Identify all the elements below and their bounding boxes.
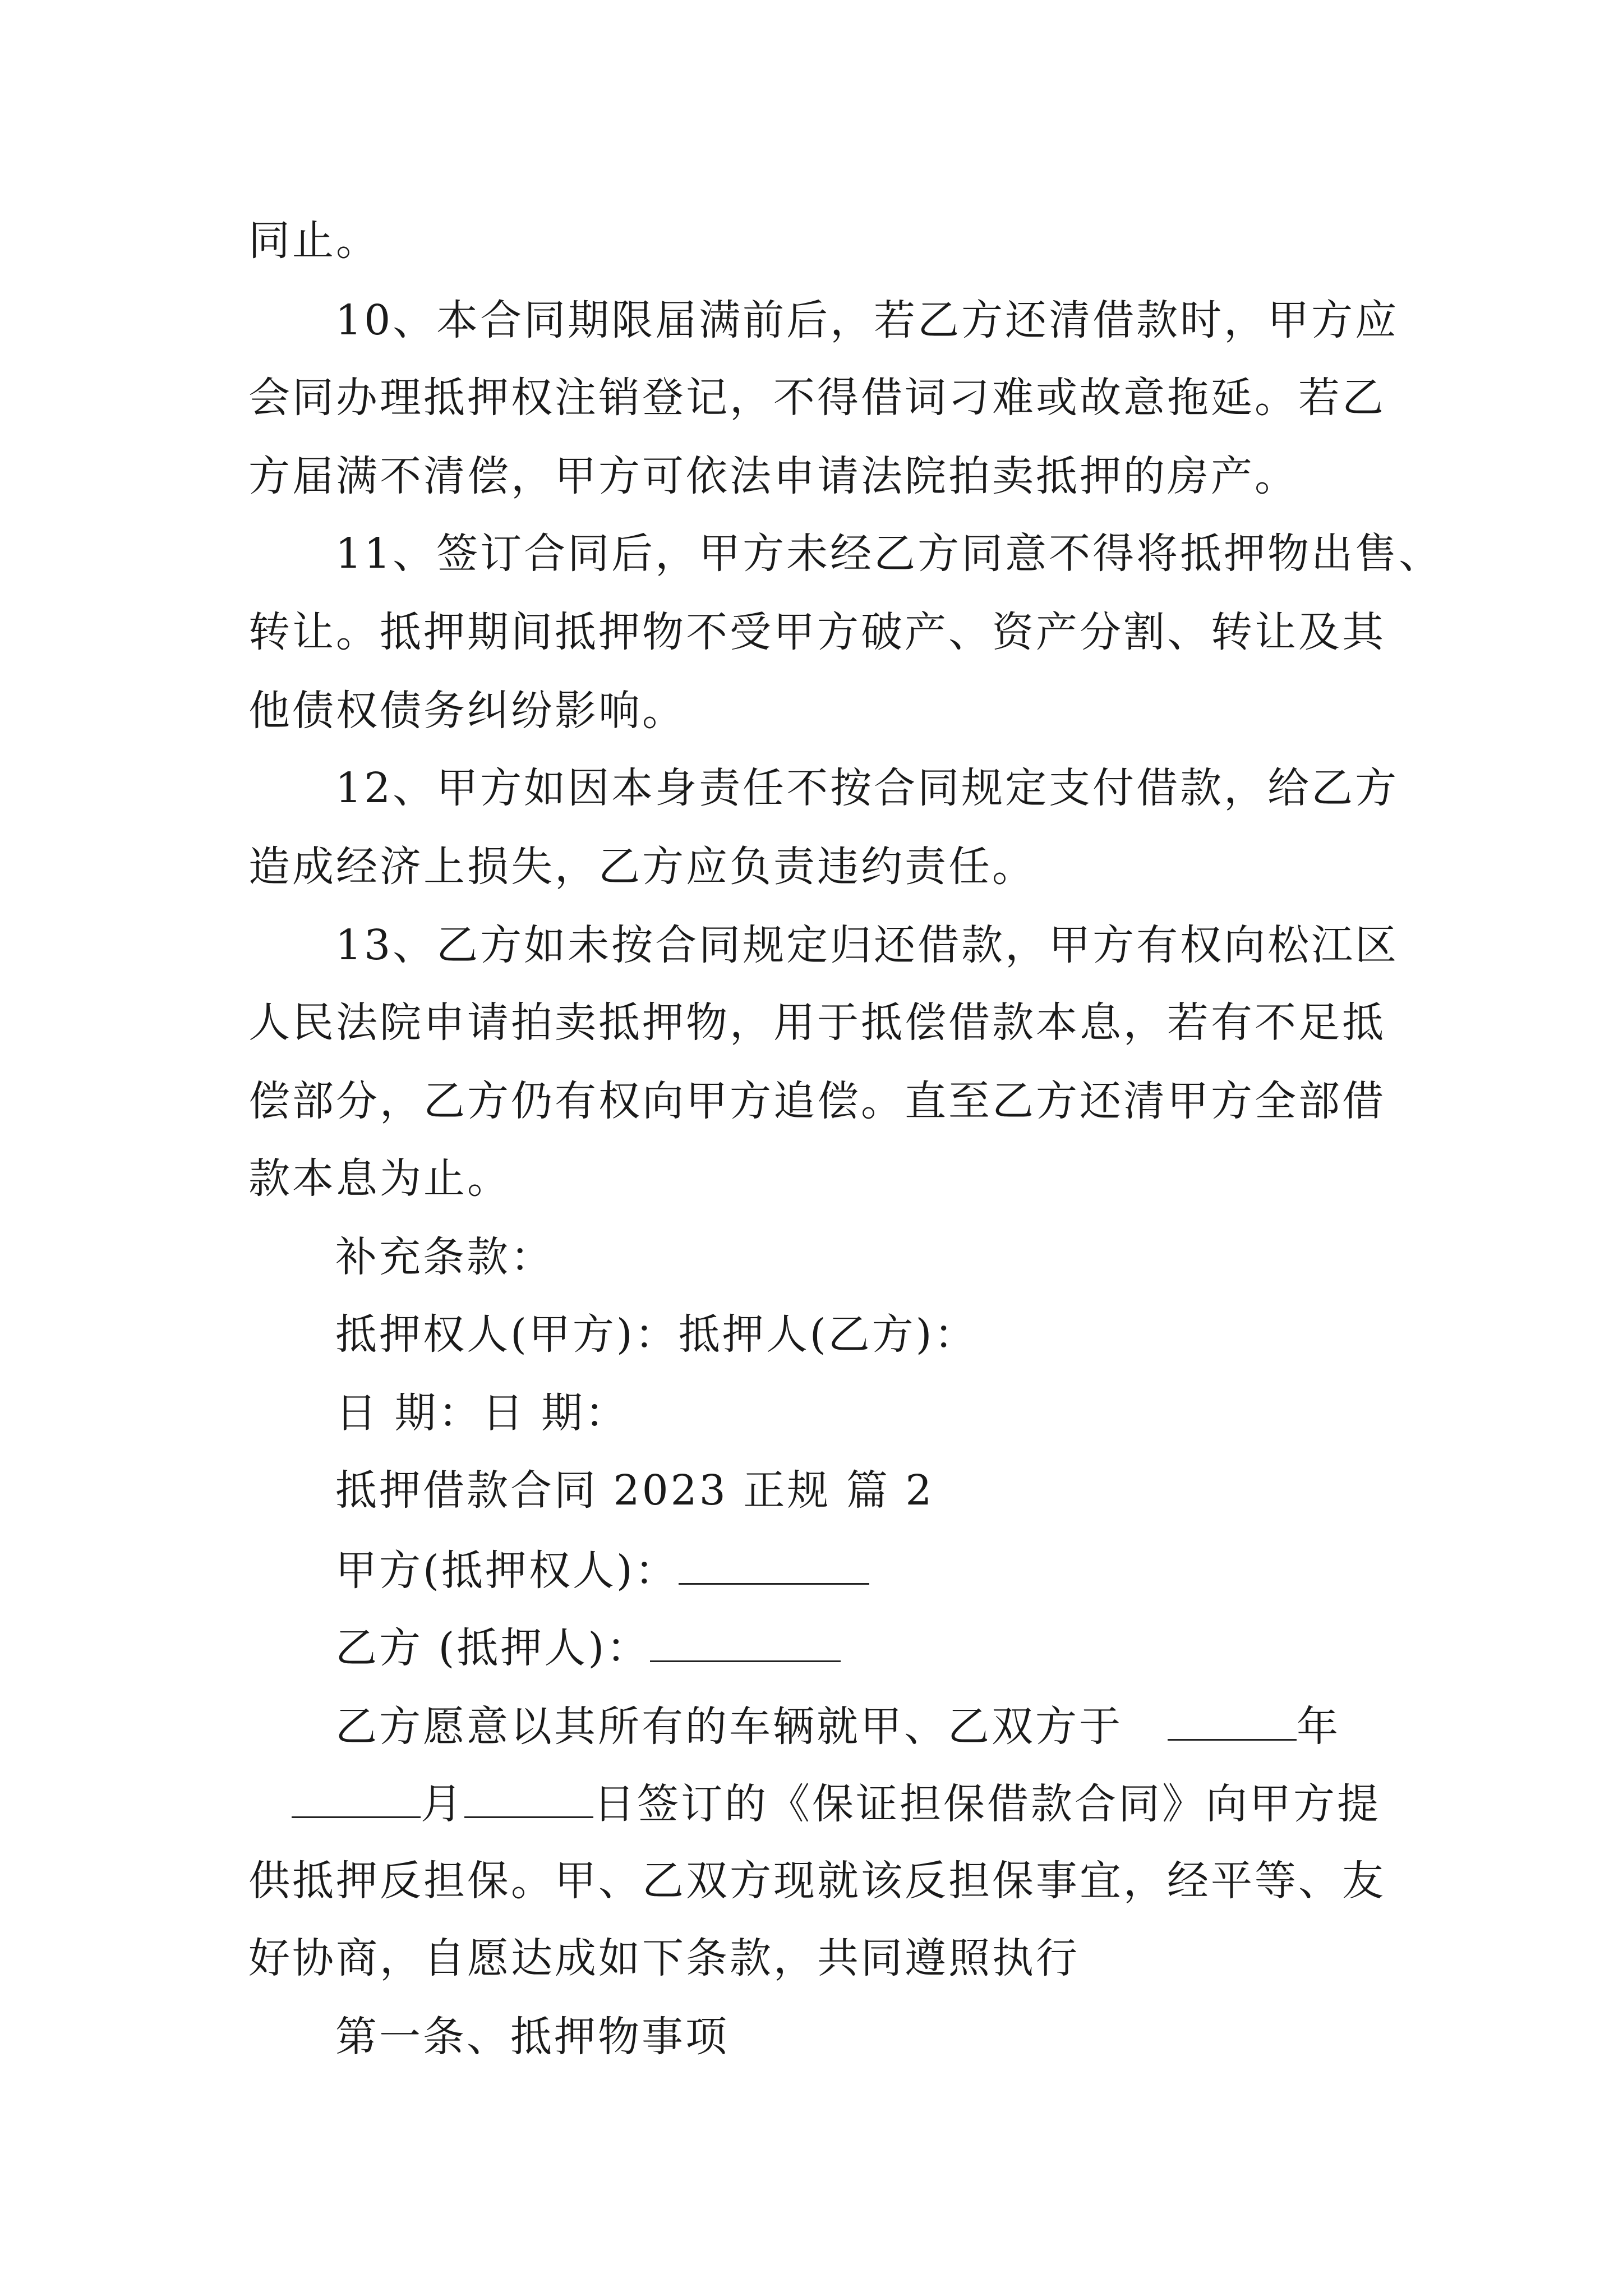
party-b-blank bbox=[650, 1626, 841, 1662]
text-line: 会同办理抵押权注销登记，不得借词刁难或故意拖延。若乙 bbox=[248, 374, 1386, 422]
article-1-heading: 第一条、抵押物事项 bbox=[335, 2013, 729, 2061]
text-line: 他债权债务纠纷影响。 bbox=[248, 687, 686, 735]
text-line: 方届满不清偿，甲方可依法申请法院拍卖抵押的房产。 bbox=[248, 452, 1298, 500]
text-line: 同止。 bbox=[248, 217, 380, 265]
text-line: 造成经济上损失，乙方应负责违约责任。 bbox=[248, 843, 1036, 891]
supplementary-terms-heading: 补充条款： bbox=[335, 1233, 554, 1281]
month-blank bbox=[292, 1782, 421, 1818]
party-b-label: 乙方 (抵押人)： bbox=[335, 1624, 651, 1672]
year-label: 年 bbox=[1297, 1703, 1340, 1751]
year-blank bbox=[1168, 1704, 1297, 1741]
text-line: 好协商，自愿达成如下条款，共同遵照执行 bbox=[248, 1934, 1080, 1982]
date-line: 日 期：日 期： bbox=[335, 1389, 629, 1437]
agreement-paragraph-line bbox=[335, 1703, 1340, 1751]
text-line: 人民法院申请拍卖抵押物，用于抵偿借款本息，若有不足抵 bbox=[248, 999, 1386, 1047]
clause-12: 12、甲方如因本身责任不按合同规定支付借款，给乙方 bbox=[335, 764, 1399, 812]
agreement-paragraph-line bbox=[292, 1780, 1381, 1828]
text-line: 转让。抵押期间抵押物不受甲方破产、资产分割、转让及其 bbox=[248, 608, 1386, 656]
section-title: 抵押借款合同 2023 正规 篇 2 bbox=[335, 1466, 934, 1515]
party-a-label: 甲方(抵押权人)： bbox=[335, 1547, 679, 1595]
month-label: 月 bbox=[421, 1780, 464, 1828]
text-line: 供抵押反担保。甲、乙双方现就该反担保事宜，经平等、友 bbox=[248, 1857, 1386, 1905]
party-b-line bbox=[335, 1624, 841, 1672]
party-a-line bbox=[335, 1547, 869, 1595]
party-a-blank bbox=[679, 1548, 869, 1585]
signature-parties-line: 抵押权人(甲方)：抵押人(乙方)： bbox=[335, 1310, 978, 1359]
clause-11: 11、签订合同后，甲方未经乙方同意不得将抵押物出售、 bbox=[335, 530, 1443, 578]
clause-10: 10、本合同期限届满前后，若乙方还清借款时，甲方应 bbox=[335, 296, 1399, 344]
text-line: 偿部分，乙方仍有权向甲方追偿。直至乙方还清甲方全部借 bbox=[248, 1077, 1386, 1125]
day-blank bbox=[464, 1782, 593, 1818]
clause-13: 13、乙方如未按合同规定归还借款，甲方有权向松江区 bbox=[335, 921, 1399, 969]
text-line: 款本息为止。 bbox=[248, 1154, 511, 1203]
agreement-text: 乙方愿意以其所有的车辆就甲、乙双方于 bbox=[335, 1703, 1123, 1751]
agreement-text: 日签订的《保证担保借款合同》向甲方提 bbox=[593, 1780, 1381, 1828]
